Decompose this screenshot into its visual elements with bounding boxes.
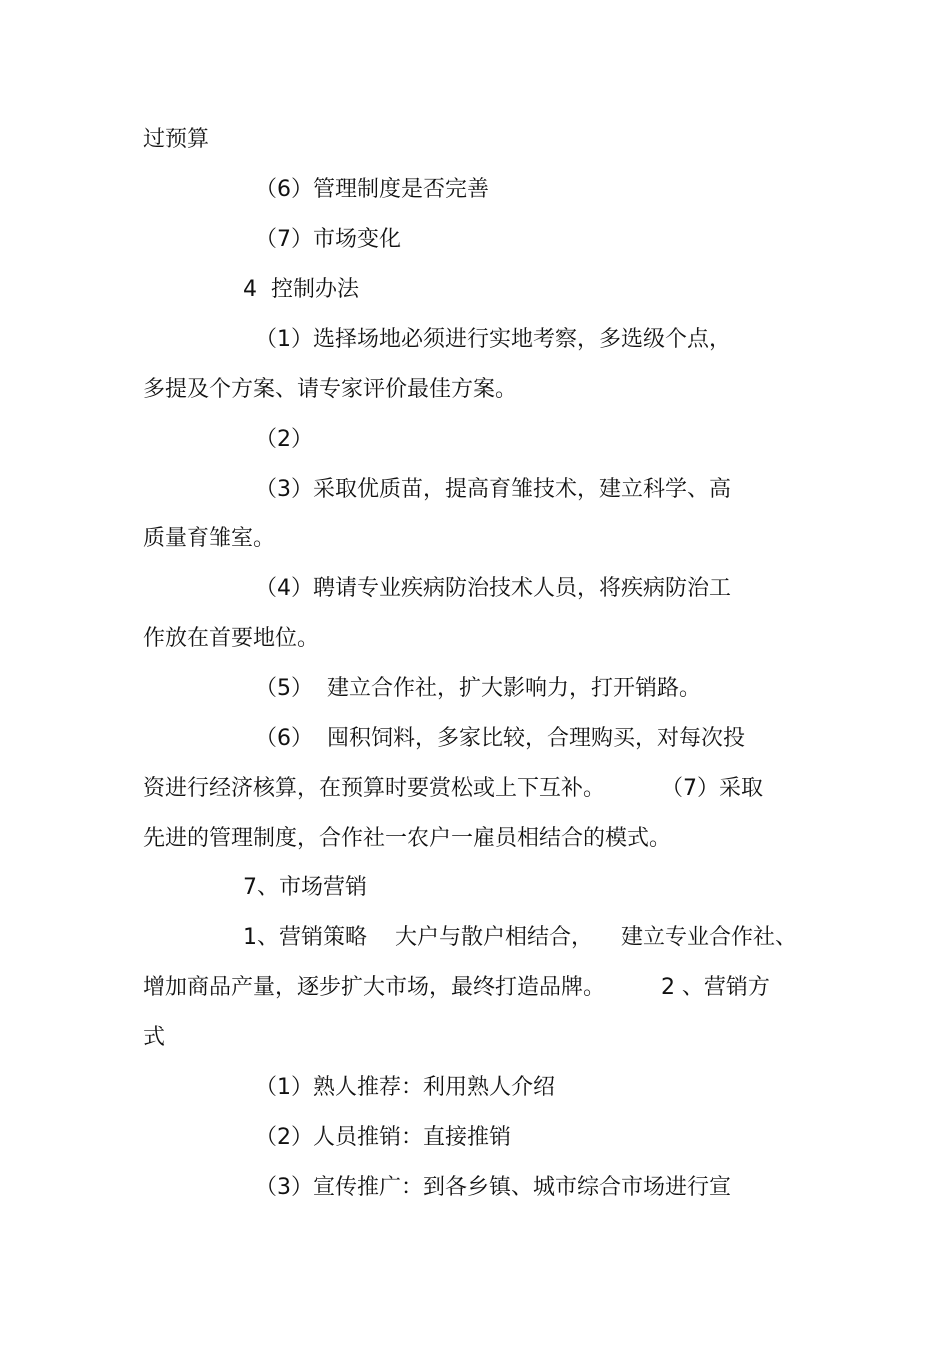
text-line: 多提及个方案、请专家评价最佳方案。 (143, 377, 518, 402)
text-line: （3）宣传推广：到各乡镇、城市综合市场进行宣 (255, 1175, 731, 1200)
text-line: 式 (143, 1025, 166, 1050)
text-line: （5） 建立合作社，扩大影响力，打开销路。 (255, 676, 701, 701)
section-heading: 7、市场营销 (243, 875, 367, 900)
text-line: 先进的管理制度，合作社一农户一雇员相结合的模式。 (143, 826, 672, 851)
text-line: （7）市场变化 (255, 227, 401, 252)
text-line: 1、营销策略 大户与散户相结合， 建立专业合作社、 (243, 925, 797, 950)
text-line: （1）选择场地必须进行实地考察，多选级个点， (255, 327, 731, 352)
section-heading: 4 控制办法 (243, 277, 359, 302)
text-line: （6）管理制度是否完善 (255, 177, 489, 202)
text-line: 增加商品产量，逐步扩大市场，最终打造品牌。 2 、营销方 (143, 975, 770, 1000)
text-line: 资进行经济核算，在预算时要赏松或上下互补。 （7）采取 (143, 776, 763, 801)
text-line: （6） 囤积饲料，多家比较，合理购买，对每次投 (255, 726, 745, 751)
text-line: 作放在首要地位。 (143, 626, 320, 651)
text-line: （1）熟人推荐：利用熟人介绍 (255, 1075, 555, 1100)
text-line: （4）聘请专业疾病防治技术人员，将疾病防治工 (255, 576, 731, 601)
text-line: 过预算 (143, 127, 210, 152)
text-line: 质量育雏室。 (143, 526, 276, 551)
text-line: （3）采取优质苗，提高育雏技术，建立科学、高 (255, 477, 731, 502)
text-line: （2）人员推销：直接推销 (255, 1125, 511, 1150)
text-line: （2） (255, 427, 313, 452)
